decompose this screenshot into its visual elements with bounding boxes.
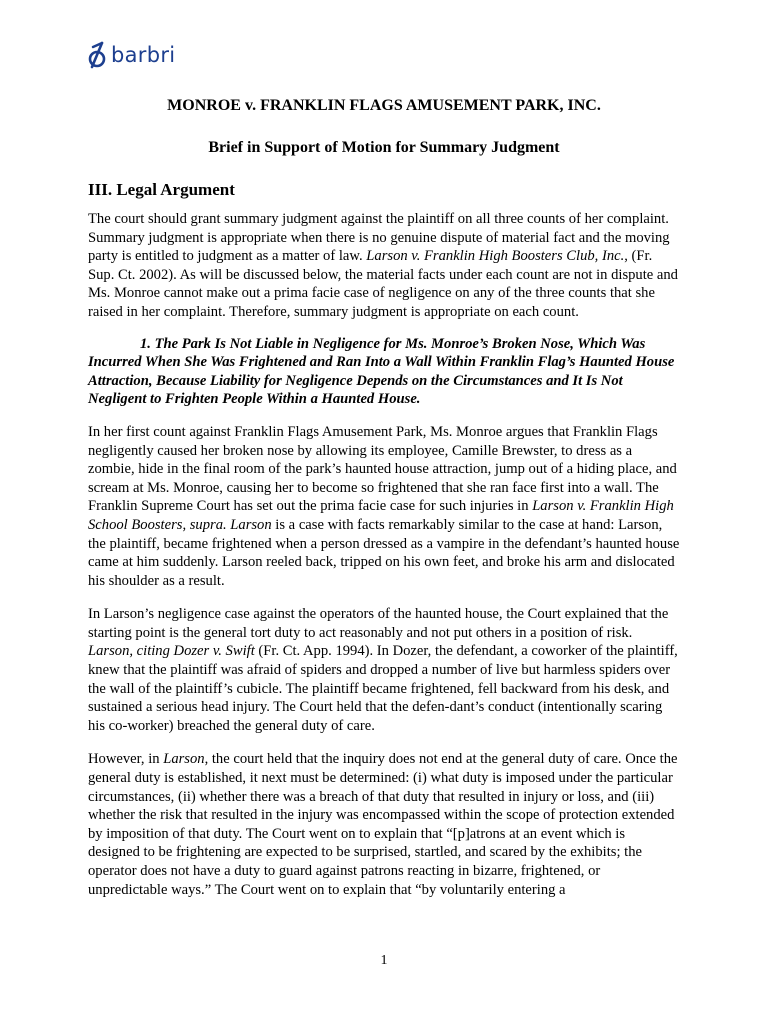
document-subtitle: Brief in Support of Motion for Summary Judgment [208, 139, 560, 156]
argument-heading-1: 1. The Park Is Not Liable in Negligence for Ms. Monroe’s Broken Nose, Which Was Incurred When She Was Frightened and Ran Into a Wall Within Franklin Flag’s Haunted House Attraction, Because Liability for Negligence Depends on the Circumstances and It Is Not Negligent to Frighten People Within a Haunted House. [88, 335, 675, 408]
paragraph-1 [88, 210, 680, 322]
paragraph-1-text-a: The court should grant summary judgment against the plaintiff on all three counts of her complaint. Summary judgment is appropriate when there is no genuine dispute of material fact and the moving party is entitled to judgment as a matter of law. [88, 211, 670, 265]
citation-larson: Larson v. Franklin High Boosters Club, Inc. [366, 248, 625, 265]
citation-larson-supra: Larson v. Franklin High School Boosters, supra. Larson [88, 498, 674, 533]
paragraph-4 [88, 750, 680, 899]
citation-larson-short: Larson [163, 751, 205, 768]
brand-name: barbri [111, 43, 176, 67]
paragraph-2-text-a: In her first count against Franklin Flags Amusement Park, Ms. Monroe argues that Franklin Flags negligently caused her broken nose by allowing its employee, Camille Brewster, to dress as a zombie, hide in the final room of the park’s haunted house attraction, jump out of a hiding place, and scream at Ms. Monroe, causing her to become so frightened that she ran face first into a wall. The Franklin Supreme Court has set out the prima facie case for such injuries in [88, 423, 677, 515]
document-title: MONROE v. FRANKLIN FLAGS AMUSEMENT PARK, INC. [167, 97, 601, 114]
barbri-logo-icon [86, 40, 108, 70]
paragraph-3-text-a: In Larson’s negligence case against the operators of the haunted house, the Court explained that the starting point is the general tort duty to act reasonably and not put others in a position of risk. [88, 606, 669, 641]
paragraph-2-text-b: is a case with facts remarkably similar to the case at hand: Larson, the plaintiff, became frightened when a person dressed as a vampire in the defendant’s haunted house came at him suddenly. Larson reeled back, tripped on his own feet, and broke his arm and dislocated his shoulder as a result. [88, 516, 680, 589]
paragraph-4-text-a: However, in [88, 751, 164, 768]
section-heading: III. Legal Argument [88, 180, 235, 199]
document-body [88, 95, 680, 914]
page-number: 1 [380, 953, 388, 968]
paragraph-2 [88, 423, 680, 590]
brand-logo [86, 40, 175, 70]
paragraph-3-text-b: (Fr. Ct. App. 1994). In Dozer, the defendant, a coworker of the plaintiff, knew that the plaintiff was afraid of spiders and dropped a number of live but harmless spiders over the wall of the plaintiff’s cubicle. The plaintiff became frightened, fell backward from his desk, and sustained a serious head injury. The Court held that the defen-dant’s conduct (intentionally scaring his co-worker) breached the general duty of care. [88, 643, 678, 734]
citation-dozer: Larson, citing Dozer v. Swift [88, 643, 255, 660]
paragraph-3 [88, 605, 680, 735]
paragraph-4-text-b: , the court held that the inquiry does not end at the general duty of care. Once the general duty is established, it next must be determined: (i) what duty is imposed under the particular circumstances, (ii) whether there was a breach of that duty that resulted in injury or loss, and (iii) whether the risk that resulted in the injury was encompassed within the scope of protection extended by imposition of that duty. The Court went on to explain that “[p]atrons at an event which is designed to be frightening are expected to be surprised, startled, and scared by the exhibits; the operator does not have a duty to guard against patrons reacting in bizarre, frightened, or unpredictable ways.” The Court went on to explain that “by voluntarily entering a [88, 751, 678, 898]
paragraph-1-text-b: , (Fr. Sup. Ct. 2002). As will be discussed below, the material facts under each count are not in dispute and Ms. Monroe cannot make out a prima facie case of negligence on any of the three counts that she raised in her complaint. Therefore, summary judgment is appropriate on each count. [88, 248, 678, 320]
